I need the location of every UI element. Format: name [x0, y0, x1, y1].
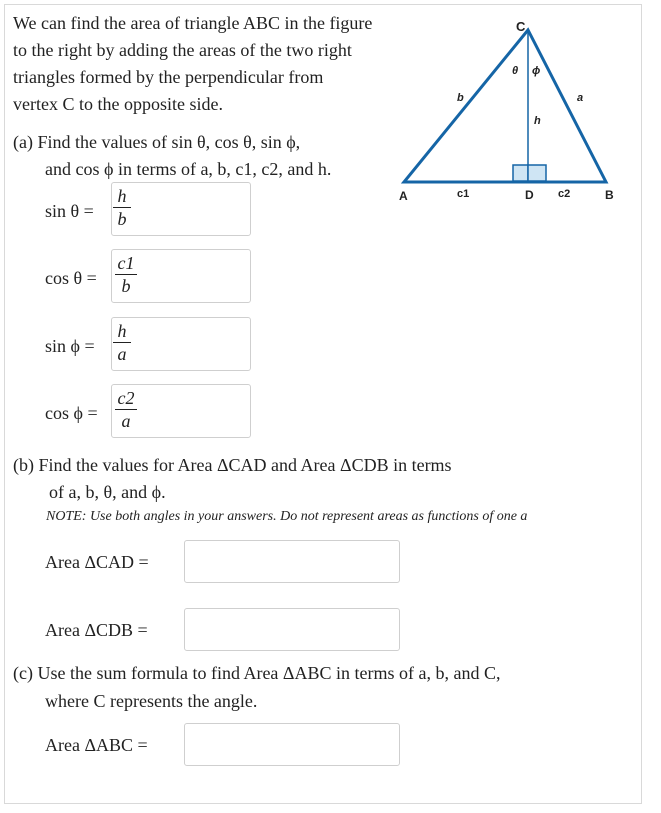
part-a-line-2: and cos ϕ in terms of a, b, c1, c2, and h. — [45, 159, 332, 179]
area-abc-input[interactable] — [184, 723, 400, 766]
sin-phi-answer-box[interactable] — [111, 317, 251, 371]
cos-phi-denominator: a — [121, 411, 131, 431]
right-angle-square-left — [513, 165, 528, 181]
sin-phi-numerator: h — [117, 321, 127, 341]
intro-line-2: to the right by adding the areas of the two right — [13, 40, 352, 60]
cos-theta-denominator: b — [121, 276, 131, 296]
part-c-line-2: where C represents the angle. — [45, 691, 258, 711]
part-b-line-1: (b) Find the values for Area ΔCAD and Area ΔCDB in terms — [13, 455, 452, 475]
triangle-abc — [404, 30, 606, 182]
sin-theta-fraction — [113, 186, 131, 229]
area-cad-label: Area ΔCAD = — [45, 552, 149, 572]
area-cdb-input[interactable] — [184, 608, 400, 651]
label-vertex-b: B — [605, 188, 614, 202]
part-a-line-1: (a) Find the values of sin θ, cos θ, sin ϕ, — [13, 132, 301, 152]
label-angle-phi: ϕ — [532, 65, 541, 77]
label-vertex-a: A — [399, 189, 408, 203]
part-b-line-2: of a, b, θ, and ϕ. — [49, 482, 166, 502]
sin-theta-label: sin θ = — [45, 201, 94, 221]
label-angle-theta: θ — [512, 65, 519, 77]
cos-theta-label: cos θ = — [45, 268, 97, 288]
fraction-bar — [115, 274, 137, 275]
fraction-bar — [113, 207, 131, 208]
right-angle-square-right — [528, 165, 546, 181]
sin-theta-denominator: b — [117, 209, 127, 229]
area-abc-label: Area ΔABC = — [45, 735, 148, 755]
sin-theta-numerator: h — [117, 186, 127, 206]
intro-line-1: We can find the area of triangle ABC in the figure — [13, 13, 373, 33]
label-seg-c2: c2 — [558, 188, 571, 200]
cos-phi-label: cos ϕ = — [45, 403, 98, 423]
label-foot-d: D — [525, 188, 534, 202]
area-cad-input[interactable] — [184, 540, 400, 583]
cos-theta-fraction — [115, 253, 137, 296]
label-vertex-c: C — [516, 19, 526, 34]
label-side-a: a — [577, 92, 584, 104]
part-b-note: NOTE: Use both angles in your answers. Do not represent areas as functions of one a — [46, 509, 528, 524]
cos-phi-fraction — [115, 388, 137, 431]
cos-theta-numerator: c1 — [117, 253, 135, 273]
part-c-line-1: (c) Use the sum formula to find Area ΔABC in terms of a, b, and C, — [13, 663, 501, 683]
area-cdb-label: Area ΔCDB = — [45, 620, 148, 640]
sin-phi-label: sin ϕ = — [45, 336, 95, 356]
sin-phi-denominator: a — [117, 344, 127, 364]
label-side-b: b — [457, 92, 464, 104]
cos-phi-numerator: c2 — [117, 388, 135, 408]
fraction-bar — [115, 409, 137, 410]
fraction-bar — [113, 342, 131, 343]
label-seg-c1: c1 — [457, 188, 470, 200]
label-height-h: h — [534, 115, 541, 127]
triangle-figure — [390, 10, 640, 210]
intro-line-4: vertex C to the opposite side. — [13, 94, 223, 114]
sin-phi-fraction — [113, 321, 131, 364]
intro-line-3: triangles formed by the perpendicular from — [13, 67, 324, 87]
sin-theta-answer-box[interactable] — [111, 182, 251, 236]
